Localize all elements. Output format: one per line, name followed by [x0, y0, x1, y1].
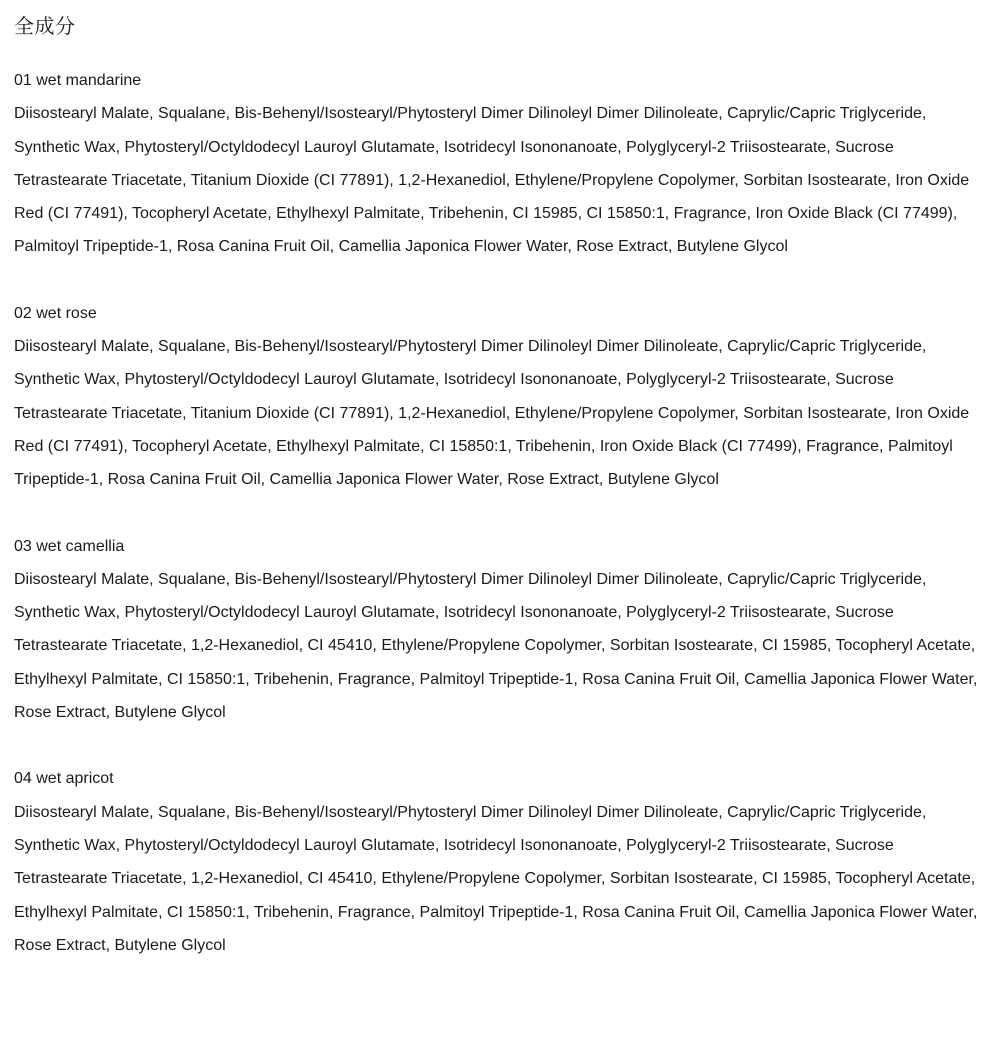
product-section-mandarine	[14, 64, 982, 264]
ingredient-list: Diisostearyl Malate, Squalane, Bis-Behenyl/Isostearyl/Phytosteryl Dimer Dilinoleyl Dimer Dilinoleate, Caprylic/Capric Triglyceride, Synthetic Wax, Phytosteryl/Octyldodecyl Lauroyl Glutamate, Isotridecyl Isononanoate, Polyglyceryl-2 Triisostearate, Sucrose Tetrastearate Triacetate, Titanium Dioxide (CI 77891), 1,2-Hexanediol, Ethylene/Propylene Copolymer, Sorbitan Isostearate, Iron Oxide Red (CI 77491), Tocopheryl Acetate, Ethylhexyl Palmitate, Tribehenin, CI 15985, CI 15850:1, Fragrance, Iron Oxide Black (CI 77499), Palmitoyl Tripeptide-1, Rosa Canina Fruit Oil, Camellia Japonica Flower Water, Rose Extract, Butylene Glycol	[14, 105, 970, 256]
product-section-apricot	[14, 762, 982, 962]
product-name: 01 wet mandarine	[14, 72, 142, 89]
ingredient-list: Diisostearyl Malate, Squalane, Bis-Behenyl/Isostearyl/Phytosteryl Dimer Dilinoleyl Dimer Dilinoleate, Caprylic/Capric Triglyceride, Synthetic Wax, Phytosteryl/Octyldodecyl Lauroyl Glutamate, Isotridecyl Isononanoate, Polyglyceryl-2 Triisostearate, Sucrose Tetrastearate Triacetate, 1,2-Hexanediol, CI 45410, Ethylene/Propylene Copolymer, Sorbitan Isostearate, CI 15985, Tocopheryl Acetate, Ethylhexyl Palmitate, CI 15850:1, Tribehenin, Fragrance, Palmitoyl Tripeptide-1, Rosa Canina Fruit Oil, Camellia Japonica Flower Water, Rose Extract, Butylene Glycol	[14, 803, 978, 954]
page-title: 全成分	[14, 16, 76, 38]
product-section-rose	[14, 297, 982, 497]
ingredient-list: Diisostearyl Malate, Squalane, Bis-Behenyl/Isostearyl/Phytosteryl Dimer Dilinoleyl Dimer Dilinoleate, Caprylic/Capric Triglyceride, Synthetic Wax, Phytosteryl/Octyldodecyl Lauroyl Glutamate, Isotridecyl Isononanoate, Polyglyceryl-2 Triisostearate, Sucrose Tetrastearate Triacetate, 1,2-Hexanediol, CI 45410, Ethylene/Propylene Copolymer, Sorbitan Isostearate, CI 15985, Tocopheryl Acetate, Ethylhexyl Palmitate, CI 15850:1, Tribehenin, Fragrance, Palmitoyl Tripeptide-1, Rosa Canina Fruit Oil, Camellia Japonica Flower Water, Rose Extract, Butylene Glycol	[14, 570, 978, 722]
product-name: 02 wet rose	[14, 304, 97, 322]
product-name: 03 wet camellia	[14, 537, 125, 555]
product-name: 04 wet apricot	[14, 770, 114, 788]
ingredient-list: Diisostearyl Malate, Squalane, Bis-Behenyl/Isostearyl/Phytosteryl Dimer Dilinoleyl Dimer Dilinoleate, Caprylic/Capric Triglyceride, Synthetic Wax, Phytosteryl/Octyldodecyl Lauroyl Glutamate, Isotridecyl Isononanoate, Polyglyceryl-2 Triisostearate, Sucrose Tetrastearate Triacetate, Titanium Dioxide (CI 77891), 1,2-Hexanediol, Ethylene/Propylene Copolymer, Sorbitan Isostearate, Iron Oxide Red (CI 77491), Tocopheryl Acetate, Ethylhexyl Palmitate, CI 15850:1, Tribehenin, Iron Oxide Black (CI 77499), Fragrance, Palmitoyl Tripeptide-1, Rosa Canina Fruit Oil, Camellia Japonica Flower Water, Rose Extract, Butylene Glycol	[14, 338, 970, 489]
product-section-camellia	[14, 530, 982, 730]
